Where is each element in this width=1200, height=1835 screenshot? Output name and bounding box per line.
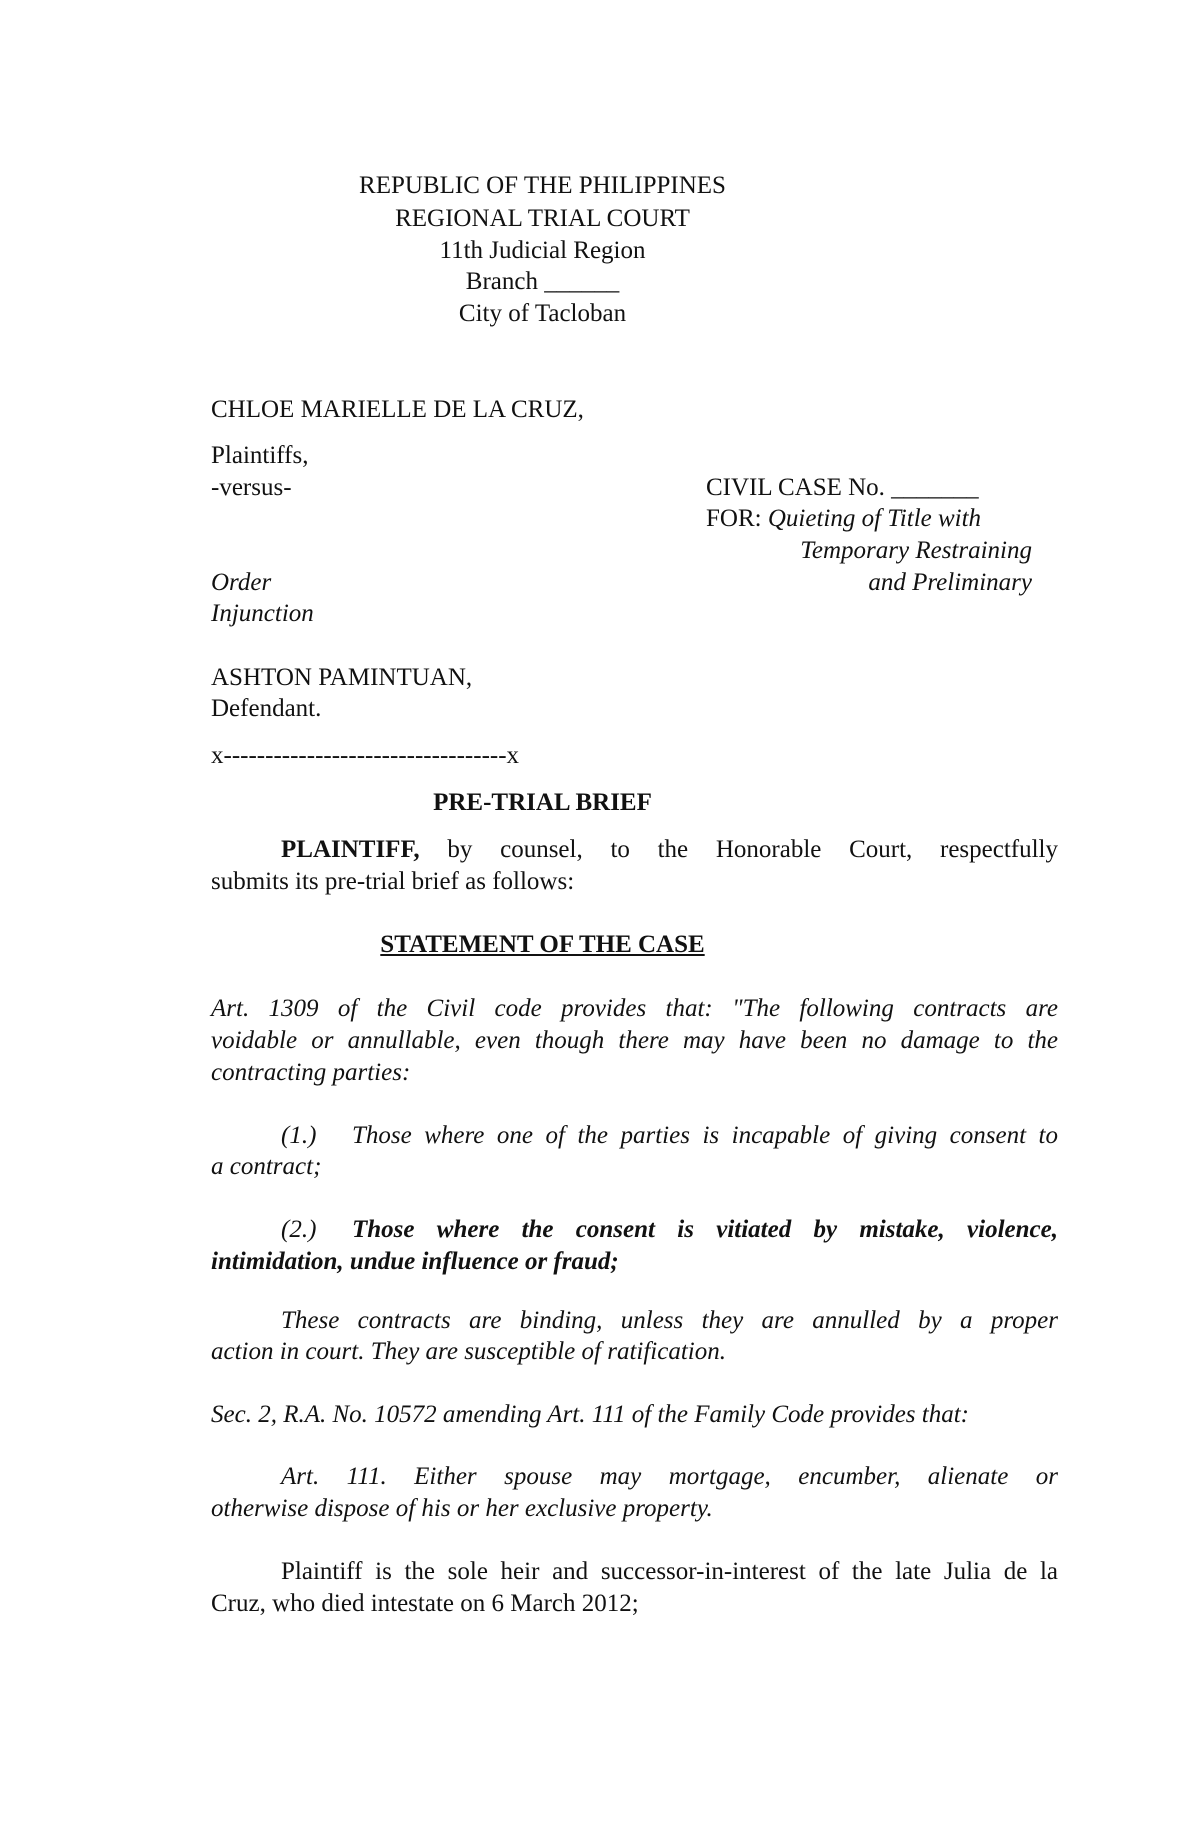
caption-court: REGIONAL TRIAL COURT: [395, 205, 690, 232]
sec2-text: Sec. 2, R.A. No. 10572 amending Art. 111 of the Family Code provides that:: [211, 1401, 969, 1428]
brief-title: PRE-TRIAL BRIEF: [433, 789, 652, 816]
case-nature: [706, 503, 981, 535]
civil-case-number: CIVIL CASE No. _______: [706, 474, 979, 501]
plaintiff-label: Plaintiffs,: [211, 442, 309, 469]
item-1-line-1: Those where one of the parties is incapable of giving consent to: [352, 1122, 1058, 1149]
defendant-name: ASHTON PAMINTUAN,: [211, 664, 473, 691]
intro-line-1: [281, 834, 1058, 866]
for-line-1: Quieting of Title with: [767, 505, 982, 532]
binding-line-2: action in court. They are susceptible of ratification.: [211, 1338, 726, 1365]
item-2-line-2: intimidation, undue influence or fraud;: [211, 1248, 619, 1275]
binding-line-1: These contracts are binding, unless they are annulled by a proper: [281, 1307, 1058, 1334]
caption-region: 11th Judicial Region: [439, 237, 646, 264]
intro-line-2: submits its pre-trial brief as follows:: [211, 868, 575, 895]
caption-republic: REPUBLIC OF THE PHILIPPINES: [359, 172, 726, 199]
for-line-3: and Preliminary: [868, 569, 1032, 596]
caption-separator: x----------------------------------x: [211, 742, 520, 769]
intro-plaintiff: PLAINTIFF,: [281, 836, 420, 863]
heir-line-2: Cruz, who died intestate on 6 March 2012;: [211, 1590, 639, 1617]
caption-branch: Branch ______: [465, 268, 620, 295]
item-2-line-1: Those where the consent is vitiated by mistake, violence,: [352, 1216, 1058, 1243]
item-1-number: (1.): [281, 1122, 317, 1149]
heir-line-1: Plaintiff is the sole heir and successor-in-interest of the late Julia de la: [281, 1558, 1058, 1585]
versus-text: -versus-: [211, 474, 292, 501]
order-word: Order: [211, 569, 272, 596]
art111-line-1: Art. 111. Either spouse may mortgage, encumber, alienate or: [281, 1463, 1058, 1490]
for-line-2: Temporary Restraining: [800, 537, 1032, 564]
caption-city: City of Tacloban: [458, 300, 627, 327]
defendant-label: Defendant.: [211, 695, 322, 722]
injunction-word: Injunction: [211, 600, 314, 627]
art1309-line-1: Art. 1309 of the Civil code provides that: "The following contracts are: [211, 995, 1058, 1022]
art1309-line-3: contracting parties:: [211, 1059, 411, 1086]
section-heading: STATEMENT OF THE CASE: [380, 931, 705, 958]
art111-line-2: otherwise dispose of his or her exclusive property.: [211, 1495, 713, 1522]
item-2-number: (2.): [281, 1216, 317, 1243]
plaintiff-name: CHLOE MARIELLE DE LA CRUZ,: [211, 396, 584, 423]
intro-text: by counsel, to the Honorable Court, respectfully: [419, 836, 1058, 863]
item-1-line-2: a contract;: [211, 1153, 322, 1180]
for-label: FOR:: [706, 505, 768, 532]
art1309-line-2: voidable or annullable, even though there may have been no damage to the: [211, 1027, 1058, 1054]
